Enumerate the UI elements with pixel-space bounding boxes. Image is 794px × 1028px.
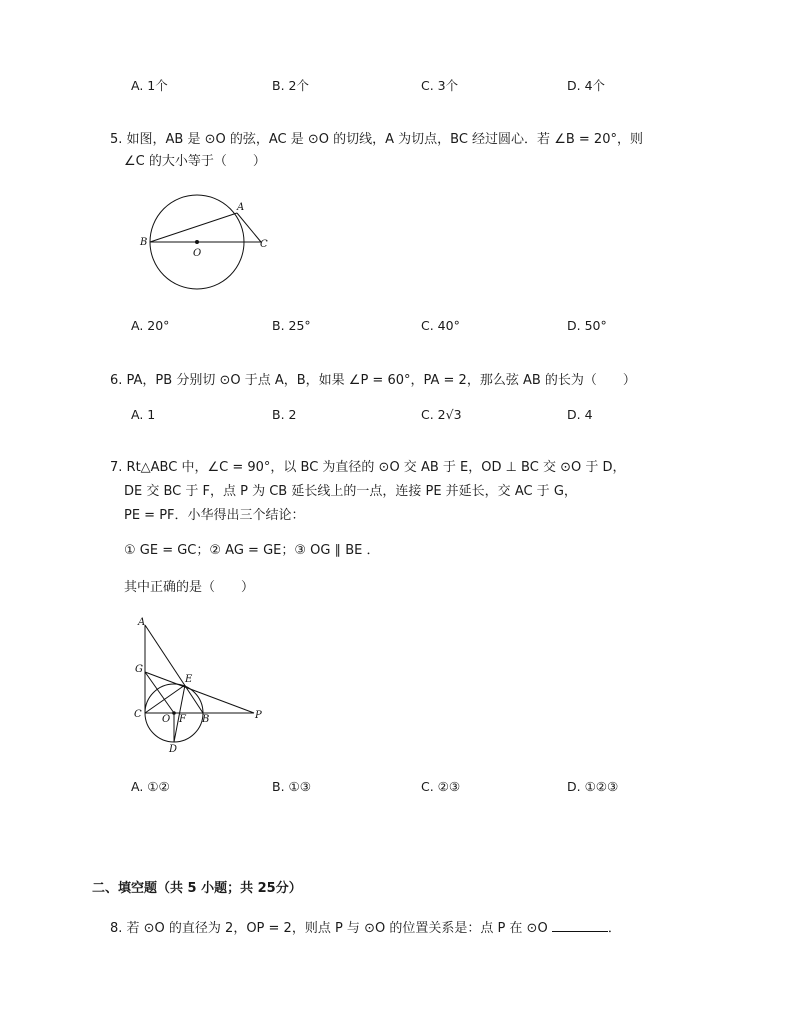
q8-stem-text: 8. 若 ⊙O 的直径为 2，OP = 2，则点 P 与 ⊙O 的位置关系是：点 P 在 ⊙O [110, 921, 548, 936]
q6-option-b: B. 2 [272, 407, 297, 422]
q7-label-g: G [135, 664, 143, 675]
q7-label-o: O [162, 714, 171, 725]
q5-tangent-ac [237, 213, 261, 242]
q7-label-c: C [134, 709, 142, 720]
q5-option-c: C. 40° [421, 318, 460, 333]
section-2-title: 二、填空题（共 5 小题；共 25分） [92, 881, 302, 896]
q5-stem-line2: ∠C 的大小等于（ ） [124, 154, 266, 169]
q5-option-a: A. 20° [131, 318, 170, 333]
q7-conclusions: ① GE = GC；② AG = GE；③ OG ∥ BE ． [124, 543, 380, 558]
q5-center-dot [195, 240, 199, 244]
q7-center-dot [172, 711, 176, 715]
q8-answer-blank[interactable] [552, 921, 608, 932]
q7-stem-line2: DE 交 BC 于 F，点 P 为 CB 延长线上的一点，连接 PE 并延长，交 AC 于 G， [124, 484, 577, 499]
q4-option-a: A. 1个 [131, 78, 168, 93]
q5-label-c: C [260, 239, 268, 250]
q7-label-d: D [169, 744, 178, 755]
q7-stem-line3: PE = PF．小华得出三个结论： [124, 508, 305, 523]
q5-label-a: A [237, 202, 245, 213]
q7-label-b: B [202, 714, 210, 725]
q7-option-c: C. ②③ [421, 779, 461, 794]
q8-stem-end: ． [607, 921, 621, 936]
q5-chord-ab [150, 213, 237, 242]
q5-figure [130, 190, 280, 295]
q4-option-d: D. 4个 [567, 78, 606, 93]
q5-stem-line1: 5. 如图，AB 是 ⊙O 的弦，AC 是 ⊙O 的切线，A 为切点，BC 经过圆心．若 ∠B = 20°，则 [110, 132, 643, 147]
q7-option-d: D. ①②③ [567, 779, 619, 794]
q4-option-c: C. 3个 [421, 78, 459, 93]
q7-label-p: P [255, 710, 262, 721]
q5-option-d: D. 50° [567, 318, 607, 333]
q7-label-a: A [138, 617, 146, 628]
q7-stem-line1: 7. Rt△ABC 中，∠C = 90°，以 BC 为直径的 ⊙O 交 AB 于 E，OD ⊥ BC 交 ⊙O 于 D， [110, 460, 626, 475]
q7-label-e: E [185, 674, 193, 685]
q6-option-d: D. 4 [567, 407, 593, 422]
q5-label-o: O [193, 248, 202, 259]
q7-segment-ab [145, 625, 203, 713]
q6-option-c: C. 2√3 [421, 407, 462, 422]
q8-stem [110, 917, 621, 936]
q7-label-f: F [179, 714, 186, 725]
q4-option-b: B. 2个 [272, 78, 309, 93]
q6-stem-line1: 6. PA，PB 分别切 ⊙O 于点 A，B，如果 ∠P = 60°，PA = 2，那么弦 AB 的长为（ ） [110, 373, 636, 388]
q7-option-b: B. ①③ [272, 779, 311, 794]
q6-option-a: A. 1 [131, 407, 156, 422]
q7-option-a: A. ①② [131, 779, 170, 794]
q5-option-b: B. 25° [272, 318, 311, 333]
q7-segment-ce [145, 685, 185, 713]
q7-segment-og [145, 672, 174, 713]
q7-figure [128, 612, 273, 757]
q5-label-b: B [140, 237, 148, 248]
q7-question: 其中正确的是（ ） [124, 580, 255, 595]
